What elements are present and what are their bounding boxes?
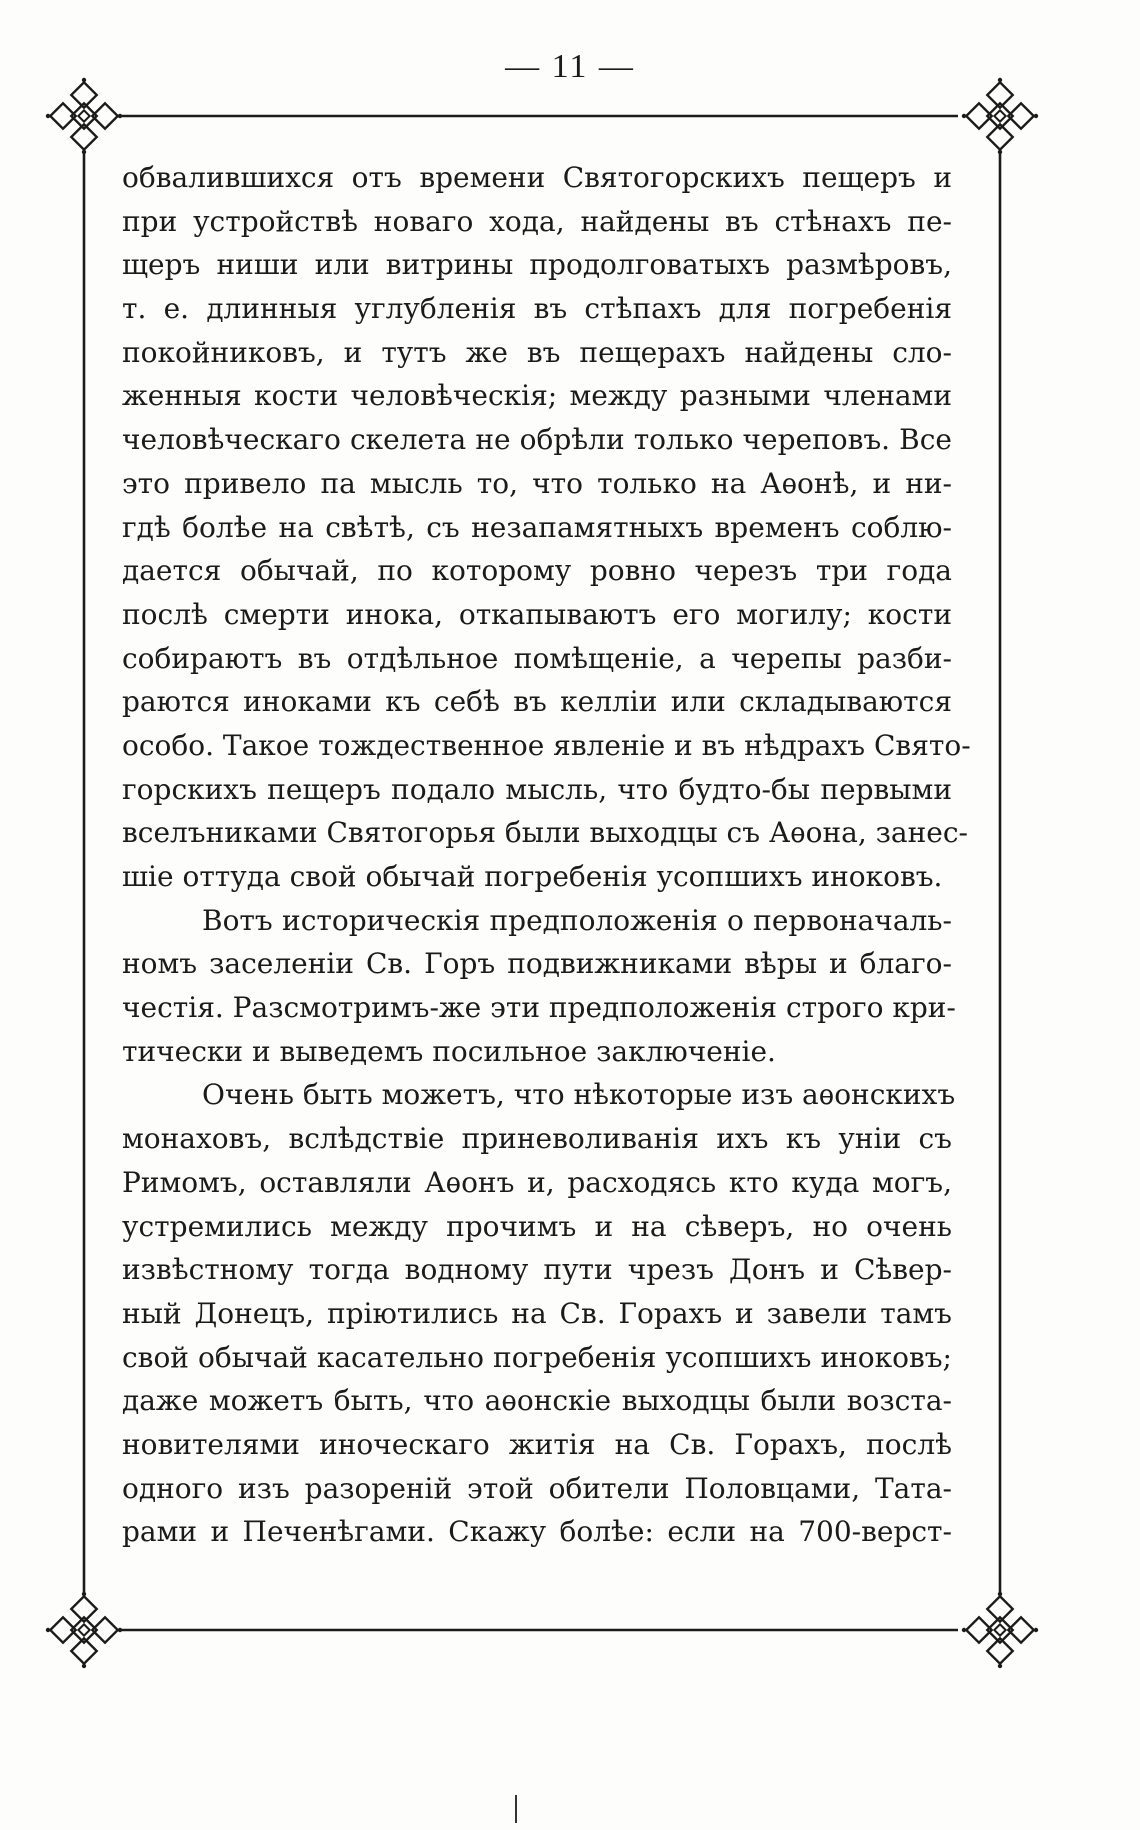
paragraph-first-line: Очень быть можетъ, что нѣкоторые изъ аѳонскихъ	[202, 1078, 956, 1112]
text-line: т. е. длинныя углубленія въ стѣпахъ для погребенія	[122, 292, 952, 326]
text-line: обвалившихся отъ времени Святогорскихъ пещеръ и	[122, 161, 952, 194]
text-line: Римомъ, оставляли Аѳонъ и, расходясь кто куда могъ,	[122, 1165, 952, 1199]
text-line: покойниковъ, и тутъ же въ пещерахъ найдены сло-	[122, 335, 952, 369]
text-line: щеръ ниши или витрины продолговатыхъ размѣровъ,	[122, 248, 952, 282]
print-artifact-mark	[515, 1795, 517, 1823]
text-line: честія. Разсмотримъ-же эти предположенія строго кри-	[122, 991, 956, 1025]
corner-ornament-bottom-left	[46, 1592, 122, 1668]
text-line: гдѣ болѣе на свѣтѣ, съ незапамятныхъ временъ соблю-	[122, 510, 952, 544]
text-line: раются иноками къ себѣ въ келліи или складываются	[122, 685, 952, 719]
text-line: послѣ смерти инока, откапываютъ его могилу; кости	[122, 597, 952, 631]
text-line: женныя кости человѣческія; между разными членами	[122, 379, 952, 413]
text-line: тически и выведемъ посильное заключеніе.	[122, 1034, 776, 1068]
text-line: одного изъ разореній этой обители Половцами, Тата-	[122, 1471, 952, 1505]
text-line: особо. Такое тождественное явленіе и въ нѣдрахъ Свято-	[122, 728, 971, 762]
text-line: горскихъ пещеръ подало мысль, что будто-бы первыми	[122, 772, 952, 806]
text-line: дается обычай, по которому ровно черезъ три года	[122, 554, 952, 588]
corner-ornament-top-right	[962, 78, 1038, 154]
body-text	[122, 156, 971, 1554]
text-line: монаховъ, вслѣдствіе приневоливанія ихъ къ уніи съ	[122, 1122, 952, 1156]
text-line: устремились между прочимъ и на сѣверъ, но очень	[122, 1209, 952, 1243]
text-line: вселъниками Святогорья были выходцы съ Аѳона, занес-	[122, 816, 968, 850]
text-line: при устройствѣ новаго хода, найдены въ стѣнахъ пе-	[122, 204, 952, 238]
corner-ornament-top-left	[46, 78, 122, 154]
text-line: это привело па мысль то, что только на Аѳонѣ, и ни-	[122, 466, 952, 500]
text-line: рами и Печенѣгами. Скажу болѣе: если на 700-верст-	[122, 1515, 952, 1549]
text-line: новителями иноческаго житія на Св. Горахъ, послѣ	[122, 1427, 952, 1461]
text-line: даже можетъ быть, что аѳонскіе выходцы были возста-	[122, 1384, 952, 1418]
page-number: — 11 —	[505, 48, 635, 85]
text-line: извѣстному тогда водному пути чрезъ Донъ и Сѣвер-	[122, 1253, 952, 1287]
text-line: человѣческаго скелета не обрѣли только череповъ. Все	[122, 423, 952, 457]
text-line: собираютъ въ отдѣльное помѣщеніе, а черепы разби-	[122, 641, 952, 675]
corner-ornament-bottom-right	[962, 1592, 1038, 1668]
text-line: свой обычай касательно погребенія усопшихъ иноковъ;	[122, 1340, 952, 1374]
text-line: шіе оттуда свой обычай погребенія усопшихъ иноковъ.	[122, 860, 943, 893]
text-line: ный Донецъ, пріютились на Св. Горахъ и завели тамъ	[122, 1296, 952, 1330]
paragraph-first-line: Вотъ историческія предположенія о первоначаль-	[202, 903, 952, 937]
text-line: номъ заселеніи Св. Горъ подвижниками вѣры и благо-	[122, 947, 952, 981]
